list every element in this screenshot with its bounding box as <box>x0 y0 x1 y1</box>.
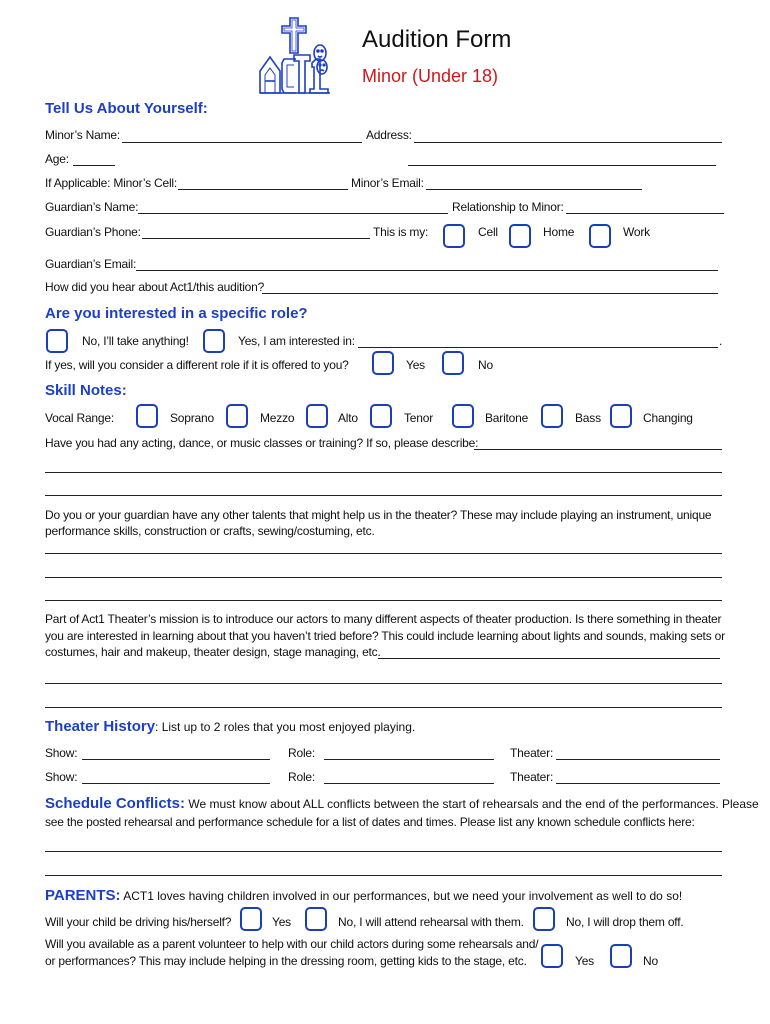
talents-text-2: performance skills, construction or crafts, sewing/costuming, etc. <box>45 524 375 538</box>
guardian-phone-label: Guardian’s Phone: <box>45 225 141 239</box>
theater-label-1: Theater: <box>510 746 554 760</box>
talents-field-1[interactable] <box>45 553 722 554</box>
address-field[interactable] <box>414 142 722 143</box>
mezzo-label: Mezzo <box>260 411 295 425</box>
volunteer-text-1: Will you available as a parent volunteer to help with our child actors during some rehearsals and/ <box>45 937 539 951</box>
show-label-1: Show: <box>45 746 78 760</box>
address-label: Address: <box>366 128 412 142</box>
talents-field-2[interactable] <box>45 577 722 578</box>
role-yes-label: Yes, I am interested in: <box>238 334 355 348</box>
talents-field-3[interactable] <box>45 600 722 601</box>
training-field-2[interactable] <box>45 472 722 473</box>
role-field-1[interactable] <box>324 759 494 760</box>
alto-checkbox[interactable] <box>306 404 328 428</box>
mezzo-checkbox[interactable] <box>226 404 248 428</box>
mission-field-3[interactable] <box>45 707 722 708</box>
guardian-name-field[interactable] <box>138 213 448 214</box>
phone-work-checkbox[interactable] <box>589 224 611 248</box>
show-label-2: Show: <box>45 770 78 784</box>
parents-heading <box>45 887 682 905</box>
phone-cell-label: Cell <box>478 225 498 239</box>
role-period: . <box>719 334 723 348</box>
minor-name-field[interactable] <box>122 142 362 143</box>
vocal-range-label: Vocal Range: <box>45 411 114 425</box>
history-desc: : List up to 2 roles that you most enjoyed playing. <box>155 720 416 734</box>
minor-email-label: Minor’s Email: <box>351 176 424 190</box>
minor-cell-field[interactable] <box>178 189 348 190</box>
act1-logo <box>256 15 334 97</box>
mission-field-1[interactable] <box>378 658 720 659</box>
tenor-checkbox[interactable] <box>370 404 392 428</box>
phone-cell-checkbox[interactable] <box>443 224 465 248</box>
role-yes-checkbox[interactable] <box>203 329 225 353</box>
bass-label: Bass <box>575 411 601 425</box>
driving-label: Will your child be driving his/herself? <box>45 915 232 929</box>
mission-text-1: Part of Act1 Theater’s mission is to introduce our actors to many different aspects of theater production. Is there something in theater <box>45 612 722 626</box>
theater-field-1[interactable] <box>556 759 720 760</box>
page-subtitle: Minor (Under 18) <box>362 66 499 86</box>
driving-yes-checkbox[interactable] <box>240 907 262 931</box>
consider-no-checkbox[interactable] <box>442 351 464 375</box>
parents-desc: ACT1 loves having children involved in our performances, but we need your involvement as well to do so! <box>120 889 683 903</box>
role-no-label: No, I’ll take anything! <box>82 334 189 348</box>
changing-checkbox[interactable] <box>610 404 632 428</box>
page-title: Audition Form <box>362 26 512 53</box>
role-no-checkbox[interactable] <box>46 329 68 353</box>
minor-email-field[interactable] <box>426 189 642 190</box>
phone-home-label: Home <box>543 225 575 239</box>
role-field-2[interactable] <box>324 783 494 784</box>
consider-yes-label: Yes <box>406 358 425 372</box>
skills-heading: Skill Notes: <box>45 382 127 399</box>
schedule-heading-label: Schedule Conflicts: <box>45 795 186 812</box>
minor-name-label: Minor’s Name: <box>45 128 120 142</box>
guardian-phone-field[interactable] <box>142 238 370 239</box>
about-heading: Tell Us About Yourself: <box>45 100 208 117</box>
relationship-label: Relationship to Minor: <box>452 200 564 214</box>
schedule-desc: We must know about ALL conflicts between the start of rehearsals and the end of the performances. Please <box>185 797 759 811</box>
volunteer-yes-checkbox[interactable] <box>541 944 563 968</box>
driving-no-attend-checkbox[interactable] <box>305 907 327 931</box>
address-field-2[interactable] <box>408 165 716 166</box>
consider-yes-checkbox[interactable] <box>372 351 394 375</box>
hear-about-label: How did you hear about Act1/this audition? <box>45 280 265 294</box>
guardian-name-label: Guardian’s Name: <box>45 200 139 214</box>
phone-home-checkbox[interactable] <box>509 224 531 248</box>
age-label: Age: <box>45 152 69 166</box>
hear-about-field[interactable] <box>262 293 718 294</box>
volunteer-no-checkbox[interactable] <box>610 944 632 968</box>
driving-yes-label: Yes <box>272 915 291 929</box>
role-interest-field[interactable] <box>358 347 718 348</box>
role-heading: Are you interested in a specific role? <box>45 305 308 322</box>
history-heading-label: Theater History <box>45 718 156 735</box>
driving-no-attend-label: No, I will attend rehearsal with them. <box>338 915 524 929</box>
history-heading <box>45 718 415 736</box>
bass-checkbox[interactable] <box>541 404 563 428</box>
phone-work-label: Work <box>623 225 650 239</box>
mission-text-3: costumes, hair and makeup, theater design, stage managing, etc. <box>45 645 381 659</box>
changing-label: Changing <box>643 411 693 425</box>
age-field[interactable] <box>73 165 115 166</box>
training-label: Have you had any acting, dance, or music classes or training? If so, please describe: <box>45 436 479 450</box>
training-field-1[interactable] <box>474 449 722 450</box>
alto-label: Alto <box>338 411 358 425</box>
tenor-label: Tenor <box>404 411 434 425</box>
relationship-field[interactable] <box>566 213 724 214</box>
volunteer-text-2: or performances? This may include helping in the dressing room, getting kids to the stage, etc. <box>45 954 527 968</box>
consider-label: If yes, will you consider a different role if it is offered to you? <box>45 358 349 372</box>
theater-field-2[interactable] <box>556 783 720 784</box>
driving-no-drop-checkbox[interactable] <box>533 907 555 931</box>
soprano-label: Soprano <box>170 411 214 425</box>
schedule-desc-2: see the posted rehearsal and performance schedule for a list of dates and times. Please list any known schedule conflicts here: <box>45 815 695 829</box>
theater-label-2: Theater: <box>510 770 554 784</box>
parents-heading-label: PARENTS: <box>45 887 121 904</box>
role-label-2: Role: <box>288 770 316 784</box>
mission-field-2[interactable] <box>45 683 722 684</box>
baritone-label: Baritone <box>485 411 529 425</box>
guardian-email-field[interactable] <box>136 270 718 271</box>
consider-no-label: No <box>478 358 493 372</box>
schedule-field-2[interactable] <box>45 875 722 876</box>
show-field-1[interactable] <box>82 759 270 760</box>
role-label-1: Role: <box>288 746 316 760</box>
talents-text-1: Do you or your guardian have any other talents that might help us in the theater? These may include playing an instrument, unique <box>45 508 712 522</box>
mission-text-2: you are interested in learning about that you haven’t tried before? This could include learning about lights and sounds, making sets or <box>45 629 725 643</box>
baritone-checkbox[interactable] <box>452 404 474 428</box>
volunteer-no-label: No <box>643 954 658 968</box>
driving-no-drop-label: No, I will drop them off. <box>566 915 684 929</box>
guardian-email-label: Guardian’s Email: <box>45 257 137 271</box>
volunteer-yes-label: Yes <box>575 954 594 968</box>
minor-cell-label: If Applicable: Minor’s Cell: <box>45 176 178 190</box>
soprano-checkbox[interactable] <box>136 404 158 428</box>
show-field-2[interactable] <box>82 783 270 784</box>
training-field-3[interactable] <box>45 495 722 496</box>
schedule-field-1[interactable] <box>45 851 722 852</box>
this-is-my-label: This is my: <box>373 225 429 239</box>
schedule-heading <box>45 795 759 813</box>
